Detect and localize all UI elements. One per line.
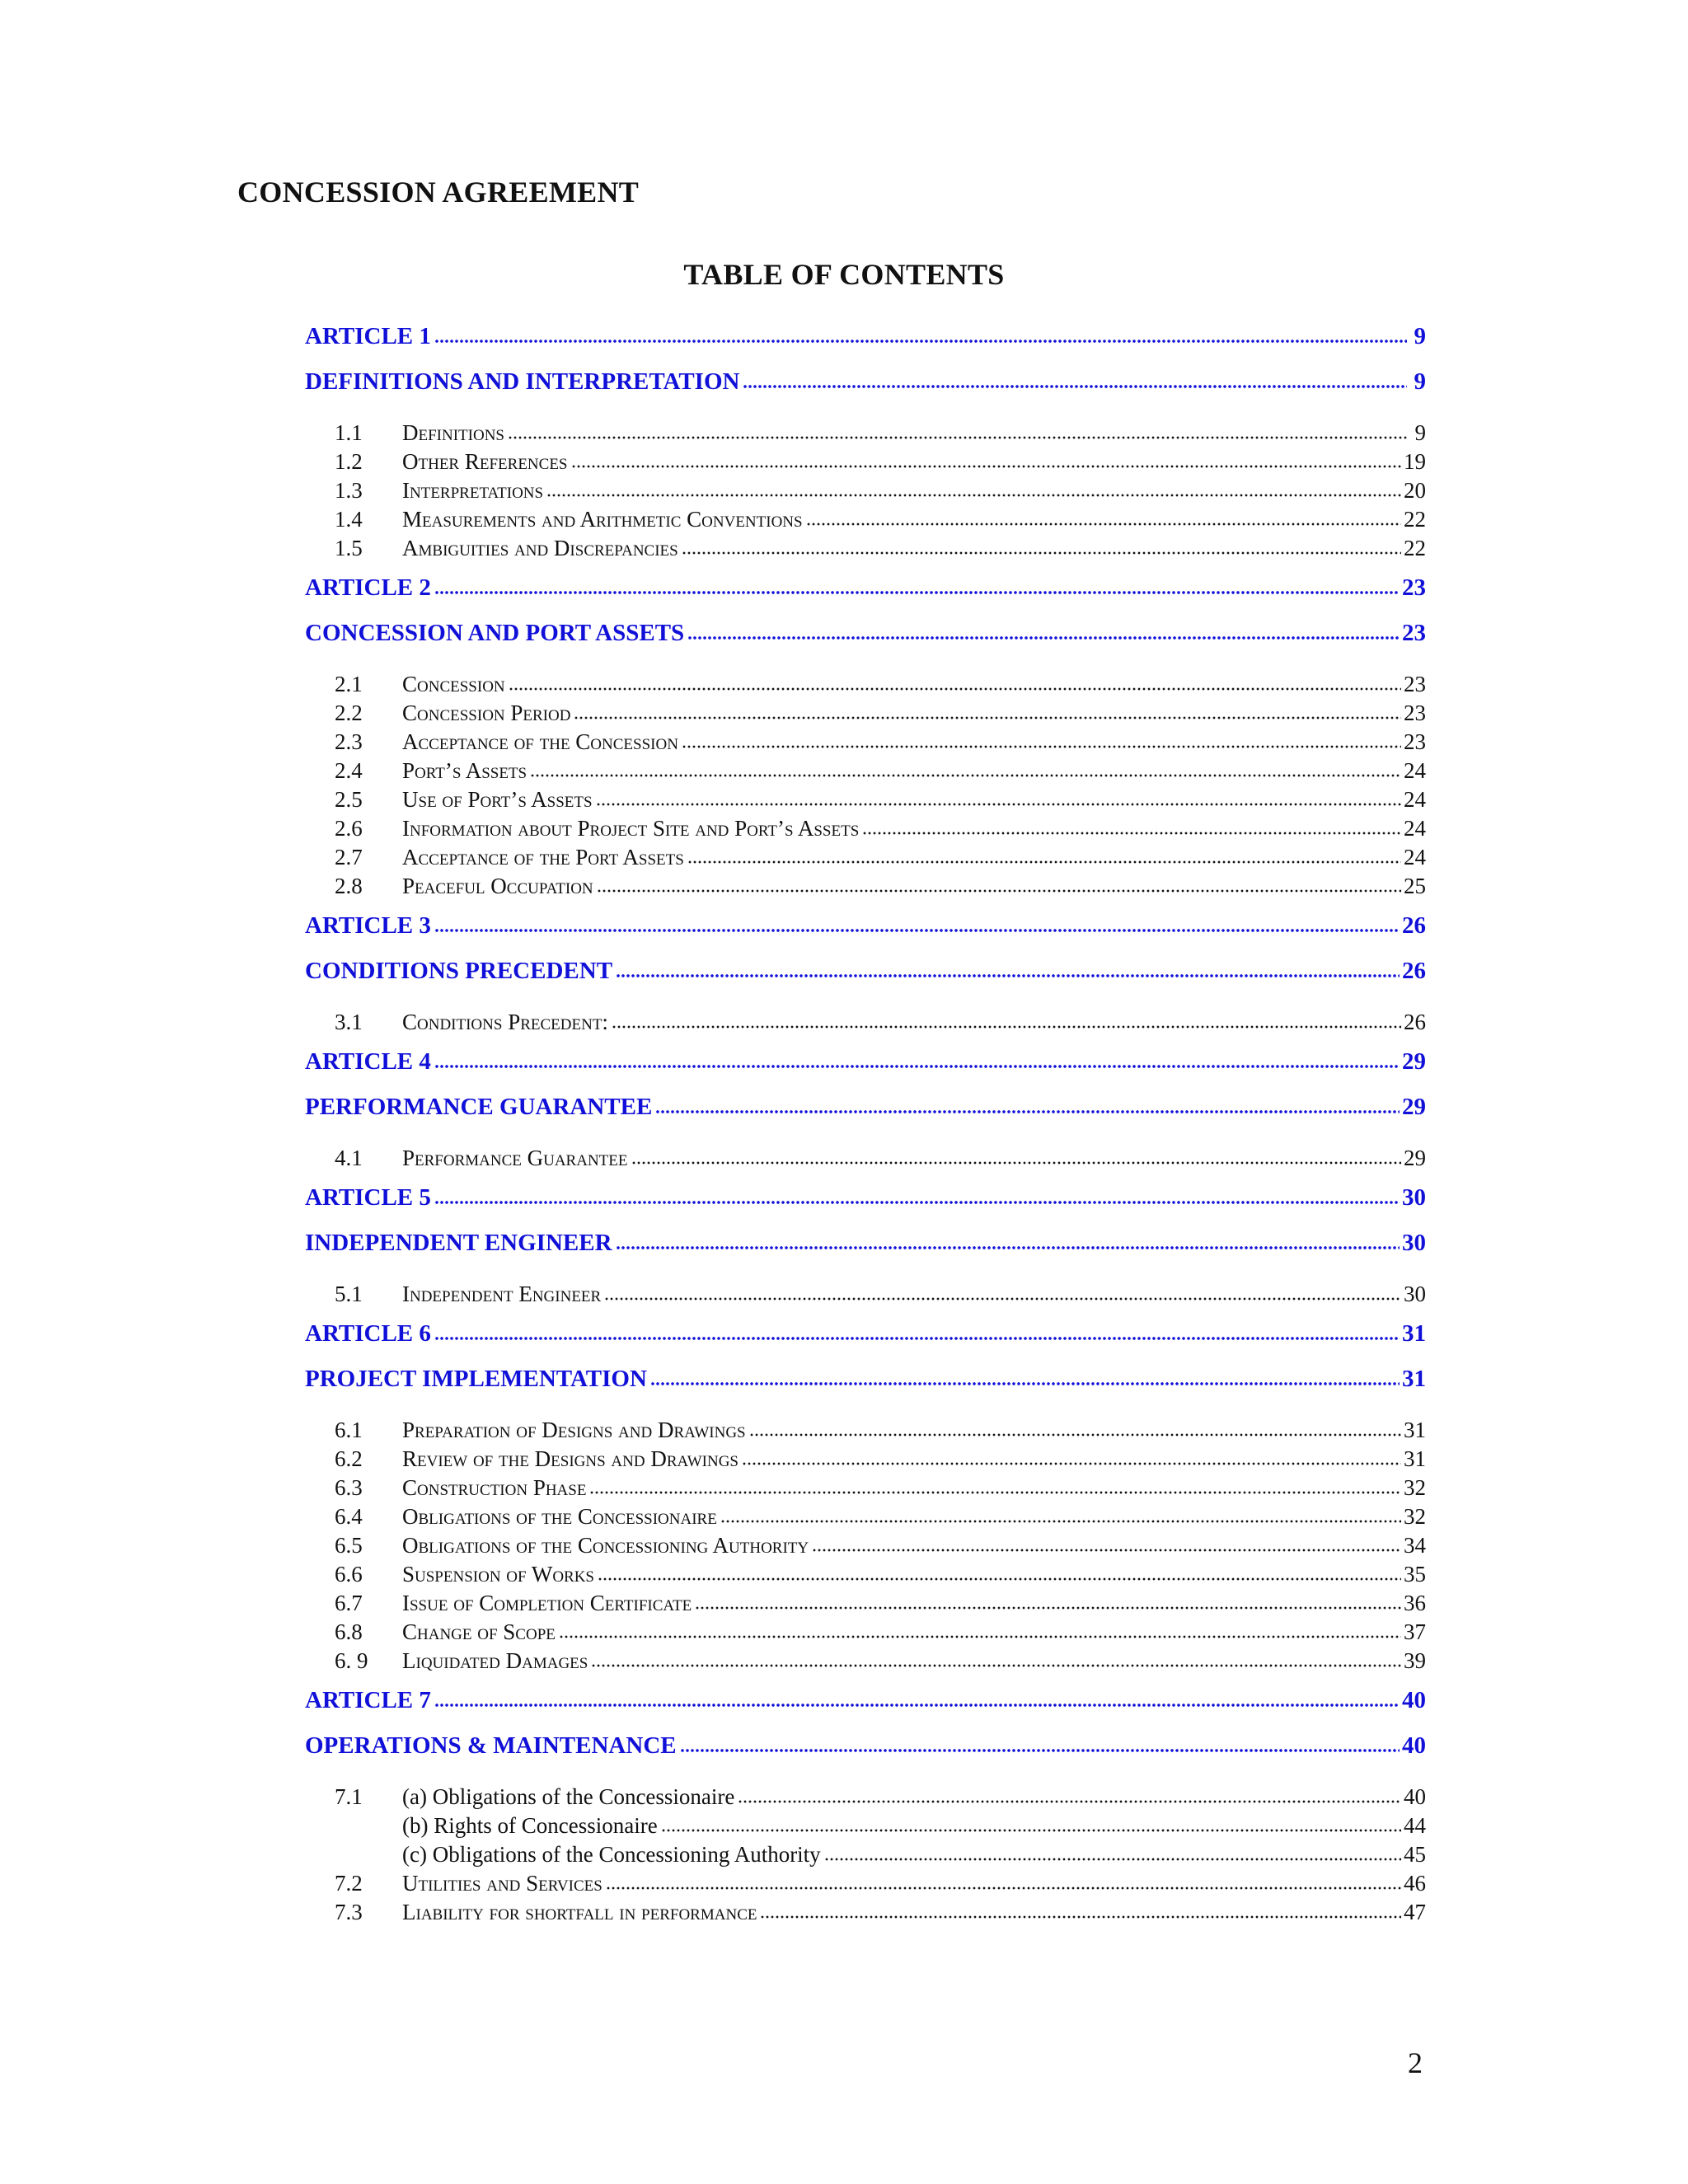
toc-entry-label: Suspension of Works xyxy=(402,1562,595,1586)
toc-section-7-3[interactable] xyxy=(305,1897,1426,1926)
dot-leader xyxy=(738,1782,1401,1804)
toc-article-4-title[interactable] xyxy=(305,1090,1426,1143)
toc-entry-page: 45 xyxy=(1404,1842,1426,1867)
section-number: 2.8 xyxy=(335,874,363,898)
toc-entry-page: 23 xyxy=(1402,574,1426,601)
section-number: 6. 9 xyxy=(335,1648,368,1673)
section-number: 6.7 xyxy=(335,1591,363,1615)
toc-section-2-4[interactable] xyxy=(305,756,1426,785)
dot-leader xyxy=(687,616,1400,640)
toc-section-2-1[interactable] xyxy=(305,669,1426,698)
table-of-contents xyxy=(305,320,1426,1926)
toc-entry-page: 31 xyxy=(1402,1366,1426,1392)
toc-entry-label: Acceptance of the Port Assets xyxy=(402,845,684,869)
section-number: 1.3 xyxy=(335,478,363,503)
dot-leader xyxy=(612,1007,1401,1029)
toc-entry-page: 31 xyxy=(1404,1446,1426,1471)
dot-leader xyxy=(571,447,1402,469)
toc-entry-label: Concession xyxy=(402,672,505,696)
section-number: 2.1 xyxy=(335,672,363,696)
toc-section-6-3[interactable] xyxy=(305,1473,1426,1502)
toc-section-2-6[interactable] xyxy=(305,813,1426,842)
toc-entry-page: 29 xyxy=(1404,1146,1426,1170)
toc-article-7[interactable] xyxy=(305,1684,1426,1729)
dot-leader xyxy=(604,1279,1401,1301)
toc-entry-page: 32 xyxy=(1404,1475,1426,1500)
section-number: 6.3 xyxy=(335,1475,363,1500)
toc-entry-label: Interpretations xyxy=(402,478,544,503)
dot-leader xyxy=(434,1181,1400,1205)
toc-entry-label: Review of the Designs and Drawings xyxy=(402,1446,738,1471)
toc-entry-label: (c) Obligations of the Concessioning Authority xyxy=(402,1842,821,1867)
section-number: 6.5 xyxy=(335,1533,363,1558)
toc-entry-page: 24 xyxy=(1404,758,1426,783)
toc-article-1[interactable] xyxy=(305,320,1426,365)
toc-entry-page: 20 xyxy=(1404,478,1426,503)
dot-leader xyxy=(434,909,1400,933)
toc-section-1-2[interactable] xyxy=(305,447,1426,476)
toc-entry-page: 30 xyxy=(1404,1282,1426,1306)
toc-section-1-4[interactable] xyxy=(305,504,1426,533)
section-number: 2.4 xyxy=(335,758,363,783)
toc-section-6-5[interactable] xyxy=(305,1530,1426,1559)
dot-leader xyxy=(591,1646,1401,1668)
section-number: 2.6 xyxy=(335,816,363,841)
toc-article-1-title[interactable] xyxy=(305,365,1426,418)
section-number: 7.3 xyxy=(335,1900,363,1924)
toc-entry-label: Performance Guarantee xyxy=(402,1146,628,1170)
toc-entry-page: 26 xyxy=(1402,958,1426,984)
toc-section-6-4[interactable] xyxy=(305,1502,1426,1530)
dot-leader xyxy=(749,1415,1401,1437)
dot-leader xyxy=(680,1729,1400,1753)
dot-leader xyxy=(598,1559,1401,1582)
dot-leader xyxy=(682,533,1401,555)
toc-entry-label: PROJECT IMPLEMENTATION xyxy=(305,1366,647,1392)
toc-entry-page: 22 xyxy=(1404,536,1426,560)
toc-entry-label: Other References xyxy=(402,449,568,474)
toc-article-2-title[interactable] xyxy=(305,616,1426,669)
toc-section-2-2[interactable] xyxy=(305,698,1426,727)
toc-section-4-1[interactable] xyxy=(305,1143,1426,1181)
dot-leader xyxy=(695,1588,1401,1610)
section-number: 1.5 xyxy=(335,536,363,560)
dot-leader xyxy=(574,698,1401,720)
toc-entry-page: 9 xyxy=(1414,368,1426,395)
dot-leader xyxy=(862,813,1401,836)
toc-entry-label: ARTICLE 2 xyxy=(305,574,431,601)
toc-title: TABLE OF CONTENTS xyxy=(683,258,1005,291)
dot-leader xyxy=(434,1045,1400,1069)
section-number: 2.3 xyxy=(335,729,363,754)
dot-leader xyxy=(434,1684,1400,1708)
section-number: 7.2 xyxy=(335,1871,363,1896)
toc-entry-page: 35 xyxy=(1404,1562,1426,1586)
toc-entry-label: Liquidated Damages xyxy=(402,1648,588,1673)
toc-entry-page: 9 xyxy=(1414,420,1426,445)
dot-leader xyxy=(687,842,1401,865)
toc-section-7-1c[interactable] xyxy=(305,1840,1426,1868)
toc-article-6-title[interactable] xyxy=(305,1362,1426,1415)
toc-entry-page: 9 xyxy=(1414,323,1426,349)
dot-leader xyxy=(812,1530,1401,1553)
toc-section-6-8[interactable] xyxy=(305,1617,1426,1646)
toc-entry-label: Ambiguities and Discrepancies xyxy=(402,536,678,560)
toc-section-6-6[interactable] xyxy=(305,1559,1426,1588)
page-number: 2 xyxy=(1408,2046,1423,2079)
toc-entry-page: 24 xyxy=(1404,816,1426,841)
toc-section-5-1[interactable] xyxy=(305,1279,1426,1317)
toc-entry-page: 40 xyxy=(1404,1784,1426,1809)
dot-leader xyxy=(596,785,1401,807)
toc-entry-page: 25 xyxy=(1404,874,1426,898)
section-number: 6.8 xyxy=(335,1619,363,1644)
toc-entry-page: 37 xyxy=(1404,1619,1426,1644)
dot-leader xyxy=(655,1090,1400,1114)
toc-entry-label: ARTICLE 1 xyxy=(305,323,431,349)
toc-section-3-1[interactable] xyxy=(305,1007,1426,1045)
toc-entry-page: 46 xyxy=(1404,1871,1426,1896)
toc-entry-page: 30 xyxy=(1402,1230,1426,1256)
toc-entry-page: 31 xyxy=(1404,1418,1426,1442)
toc-section-2-7[interactable] xyxy=(305,842,1426,871)
toc-entry-label: Issue of Completion Certificate xyxy=(402,1591,692,1615)
dot-leader xyxy=(434,1317,1400,1341)
toc-article-7-title[interactable] xyxy=(305,1729,1426,1782)
dot-leader xyxy=(742,1444,1401,1466)
dot-leader xyxy=(616,954,1400,978)
section-number: 2.5 xyxy=(335,787,363,812)
toc-entry-label: Preparation of Designs and Drawings xyxy=(402,1418,746,1442)
document-title: CONCESSION AGREEMENT xyxy=(237,176,640,209)
toc-entry-page: 26 xyxy=(1402,912,1426,939)
toc-entry-page: 30 xyxy=(1402,1184,1426,1211)
dot-leader xyxy=(606,1868,1401,1891)
dot-leader xyxy=(508,418,1407,440)
toc-entry-page: 47 xyxy=(1404,1900,1426,1924)
toc-entry-label: DEFINITIONS AND INTERPRETATION xyxy=(305,368,740,395)
toc-section-2-5[interactable] xyxy=(305,785,1426,813)
section-number: 4.1 xyxy=(335,1146,363,1170)
toc-entry-page: 44 xyxy=(1404,1813,1426,1838)
toc-section-6-2[interactable] xyxy=(305,1444,1426,1473)
toc-entry-page: 31 xyxy=(1402,1320,1426,1347)
dot-leader xyxy=(743,365,1407,389)
toc-section-7-1b[interactable] xyxy=(305,1811,1426,1840)
toc-entry-label: Conditions Precedent: xyxy=(402,1010,608,1034)
toc-entry-label: (a) Obligations of the Concessionaire xyxy=(402,1784,735,1809)
dot-leader xyxy=(434,571,1400,595)
toc-entry-label: Measurements and Arithmetic Conventions xyxy=(402,507,803,532)
toc-entry-page: 23 xyxy=(1404,729,1426,754)
section-number: 7.1 xyxy=(335,1784,363,1809)
toc-entry-label: Utilities and Services xyxy=(402,1871,603,1896)
toc-section-6-7[interactable] xyxy=(305,1588,1426,1617)
dot-leader xyxy=(434,320,1407,344)
dot-leader xyxy=(720,1502,1401,1524)
dot-leader xyxy=(509,669,1401,691)
toc-entry-label: Liability for shortfall in performance xyxy=(402,1900,757,1924)
section-number: 2.2 xyxy=(335,701,363,725)
dot-leader xyxy=(546,476,1401,498)
dot-leader xyxy=(597,871,1401,893)
dot-leader xyxy=(650,1362,1400,1386)
toc-article-4[interactable] xyxy=(305,1045,1426,1090)
toc-entry-label: Information about Project Site and Port’s Assets xyxy=(402,816,860,841)
toc-entry-label: ARTICLE 3 xyxy=(305,912,431,939)
toc-section-7-2[interactable] xyxy=(305,1868,1426,1897)
section-number: 1.1 xyxy=(335,420,363,445)
toc-entry-page: 23 xyxy=(1404,672,1426,696)
toc-entry-label: Definitions xyxy=(402,420,504,445)
toc-article-5-title[interactable] xyxy=(305,1226,1426,1279)
toc-section-1-5[interactable] xyxy=(305,533,1426,571)
section-number: 1.2 xyxy=(335,449,363,474)
section-number: 6.4 xyxy=(335,1504,363,1529)
toc-entry-label: Obligations of the Concessioning Authority xyxy=(402,1533,809,1558)
toc-entry-label: Peaceful Occupation xyxy=(402,874,593,898)
dot-leader xyxy=(559,1617,1401,1639)
section-number: 3.1 xyxy=(335,1010,363,1034)
toc-entry-page: 40 xyxy=(1402,1732,1426,1759)
toc-entry-page: 23 xyxy=(1404,701,1426,725)
toc-entry-label: Port’s Assets xyxy=(402,758,528,783)
toc-entry-label: Acceptance of the Concession xyxy=(402,729,678,754)
toc-section-1-3[interactable] xyxy=(305,476,1426,504)
toc-entry-label: Concession Period xyxy=(402,701,571,725)
toc-entry-page: 24 xyxy=(1404,845,1426,869)
toc-article-5[interactable] xyxy=(305,1181,1426,1226)
toc-entry-label: OPERATIONS & MAINTENANCE xyxy=(305,1732,677,1759)
dot-leader xyxy=(530,756,1401,778)
toc-entry-page: 36 xyxy=(1404,1591,1426,1615)
section-number: 6.1 xyxy=(335,1418,363,1442)
toc-entry-label: PERFORMANCE GUARANTEE xyxy=(305,1094,653,1120)
toc-section-2-3[interactable] xyxy=(305,727,1426,756)
dot-leader xyxy=(824,1840,1401,1862)
toc-section-2-8[interactable] xyxy=(305,871,1426,909)
toc-entry-label: CONDITIONS PRECEDENT xyxy=(305,958,613,984)
toc-entry-page: 24 xyxy=(1404,787,1426,812)
toc-article-3[interactable] xyxy=(305,909,1426,954)
toc-article-6[interactable] xyxy=(305,1317,1426,1362)
dot-leader xyxy=(806,504,1401,527)
section-number: 6.6 xyxy=(335,1562,363,1586)
toc-entry-page: 26 xyxy=(1404,1010,1426,1034)
toc-entry-page: 19 xyxy=(1404,449,1426,474)
toc-entry-label: Obligations of the Concessionaire xyxy=(402,1504,717,1529)
dot-leader xyxy=(661,1811,1401,1833)
dot-leader xyxy=(616,1226,1400,1250)
toc-entry-label: INDEPENDENT ENGINEER xyxy=(305,1230,612,1256)
toc-section-6-9[interactable] xyxy=(305,1646,1426,1684)
toc-entry-page: 29 xyxy=(1402,1048,1426,1075)
toc-section-7-1a[interactable] xyxy=(305,1782,1426,1811)
toc-entry-label: Use of Port’s Assets xyxy=(402,787,593,812)
toc-entry-label: CONCESSION AND PORT ASSETS xyxy=(305,620,685,646)
dot-leader xyxy=(760,1897,1401,1919)
dot-leader xyxy=(589,1473,1401,1495)
toc-entry-label: ARTICLE 4 xyxy=(305,1048,431,1075)
toc-entry-page: 23 xyxy=(1402,620,1426,646)
toc-entry-page: 29 xyxy=(1402,1094,1426,1120)
toc-entry-label: Change of Scope xyxy=(402,1619,556,1644)
toc-entry-label: Construction Phase xyxy=(402,1475,587,1500)
toc-entry-label: ARTICLE 7 xyxy=(305,1687,431,1713)
section-number: 1.4 xyxy=(335,507,363,532)
section-number: 2.7 xyxy=(335,845,363,869)
section-number: 6.2 xyxy=(335,1446,363,1471)
toc-entry-page: 39 xyxy=(1404,1648,1426,1673)
toc-entry-page: 32 xyxy=(1404,1504,1426,1529)
toc-article-3-title[interactable] xyxy=(305,954,1426,1007)
dot-leader xyxy=(631,1143,1402,1165)
toc-section-1-1[interactable] xyxy=(305,418,1426,447)
toc-entry-page: 34 xyxy=(1404,1533,1426,1558)
toc-entry-label: Independent Engineer xyxy=(402,1282,602,1306)
dot-leader xyxy=(682,727,1401,749)
toc-entry-page: 40 xyxy=(1402,1687,1426,1713)
toc-article-2[interactable] xyxy=(305,571,1426,616)
toc-entry-label: ARTICLE 6 xyxy=(305,1320,431,1347)
toc-entry-label: (b) Rights of Concessionaire xyxy=(402,1813,658,1838)
toc-entry-label: ARTICLE 5 xyxy=(305,1184,431,1211)
toc-section-6-1[interactable] xyxy=(305,1415,1426,1444)
section-number: 5.1 xyxy=(335,1282,363,1306)
toc-entry-page: 22 xyxy=(1404,507,1426,532)
